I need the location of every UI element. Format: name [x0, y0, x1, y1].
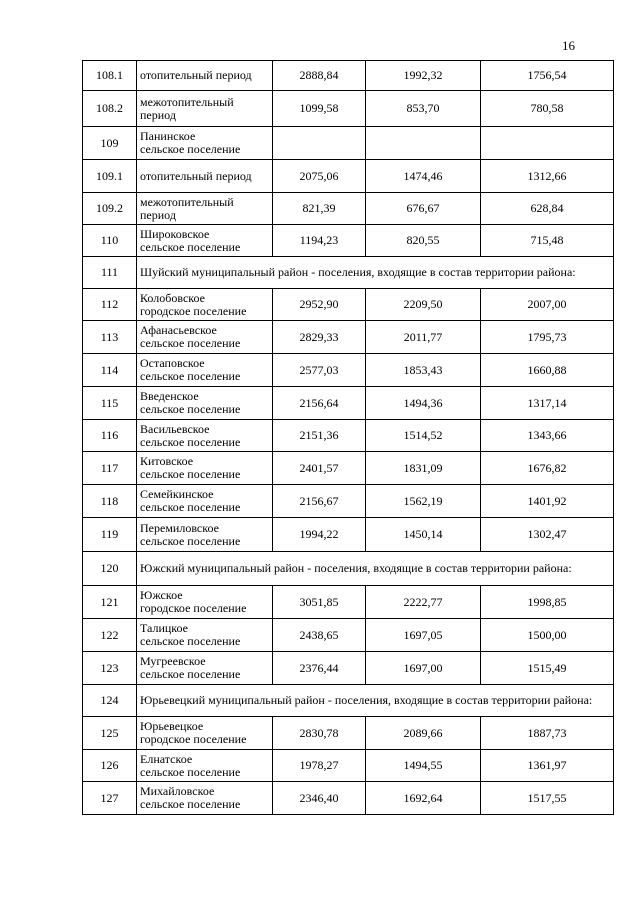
settlement-name — [137, 652, 273, 685]
district-heading: Юрьевецкий муниципальный район - поселения, входящие в состав территории района: — [137, 685, 614, 717]
settlement-name-line: Южское — [140, 588, 183, 602]
settlement-name-line: Васильевское — [140, 421, 210, 436]
value-cell-1: 2156,64 — [273, 387, 366, 420]
settlement-name — [137, 387, 273, 420]
table-row — [83, 750, 614, 782]
table-row — [83, 652, 614, 685]
value-cell-1: 2438,65 — [273, 619, 366, 652]
settlement-name-line: период — [140, 107, 176, 122]
row-number: 109.1 — [83, 160, 137, 193]
value-cell-3: 1795,73 — [481, 321, 614, 354]
value-cell-3: 1401,92 — [481, 485, 614, 518]
settlement-name-line: Мугреевское — [140, 654, 206, 668]
table-row — [83, 257, 614, 289]
table-row — [83, 685, 614, 717]
value-cell-3: 715,48 — [481, 225, 614, 257]
row-number: 125 — [83, 717, 137, 750]
row-number: 124 — [83, 685, 137, 717]
settlement-name — [137, 321, 273, 354]
row-number: 120 — [83, 552, 137, 586]
value-cell-1: 2401,57 — [273, 452, 366, 485]
row-number: 116 — [83, 420, 137, 452]
table-row — [83, 225, 614, 257]
value-cell-1: 2156,67 — [273, 485, 366, 518]
settlement-name-line: городское поселение — [140, 601, 247, 615]
settlement-name-line: сельское поселение — [140, 797, 241, 811]
value-cell-1: 2829,33 — [273, 321, 366, 354]
table-row — [83, 782, 614, 815]
value-cell-3: 1517,55 — [481, 782, 614, 815]
table-row — [83, 552, 614, 586]
value-cell-3: 2007,00 — [481, 289, 614, 321]
district-heading: Южский муниципальный район - поселения, входящие в состав территории района: — [137, 552, 614, 586]
settlement-name-line: сельское поселение — [140, 336, 241, 350]
value-cell-3: 1998,85 — [481, 586, 614, 619]
value-cell-1: 2888,84 — [273, 61, 366, 91]
row-number: 117 — [83, 452, 137, 485]
settlement-name-line: сельское поселение — [140, 500, 241, 514]
row-number: 115 — [83, 387, 137, 420]
value-cell-1: 2376,44 — [273, 652, 366, 685]
settlement-name-line: Остаповское — [140, 356, 205, 370]
value-cell-1: 1194,23 — [273, 225, 366, 257]
value-cell-2: 1494,55 — [366, 750, 481, 782]
settlement-name-line: Широковское — [140, 226, 210, 241]
settlement-name-line: сельское поселение — [140, 142, 241, 156]
table-row — [83, 485, 614, 518]
settlement-name-line: Семейкинское — [140, 487, 214, 501]
value-cell-3: 1343,66 — [481, 420, 614, 452]
row-number: 112 — [83, 289, 137, 321]
settlement-name — [137, 160, 273, 193]
table-row — [83, 193, 614, 225]
value-cell-2: 1514,52 — [366, 420, 481, 452]
value-cell-2: 2089,66 — [366, 717, 481, 750]
value-cell-1: 2075,06 — [273, 160, 366, 193]
row-number: 127 — [83, 782, 137, 815]
table-row — [83, 619, 614, 652]
table-row — [83, 61, 614, 91]
value-cell-2: 1494,36 — [366, 387, 481, 420]
settlement-name — [137, 717, 273, 750]
value-cell-1: 3051,85 — [273, 586, 366, 619]
settlement-name-line: Введенское — [140, 389, 199, 403]
row-number: 114 — [83, 354, 137, 387]
value-cell-2 — [366, 127, 481, 160]
tariff-table — [82, 60, 614, 815]
value-cell-1 — [273, 127, 366, 160]
row-number: 123 — [83, 652, 137, 685]
settlement-name-line: сельское поселение — [140, 467, 241, 481]
value-cell-3: 1887,73 — [481, 717, 614, 750]
value-cell-3: 1660,88 — [481, 354, 614, 387]
settlement-name — [137, 354, 273, 387]
row-number: 110 — [83, 225, 137, 257]
value-cell-3: 1515,49 — [481, 652, 614, 685]
row-number: 109.2 — [83, 193, 137, 225]
settlement-name-line: сельское поселение — [140, 434, 241, 449]
table-body — [83, 61, 614, 815]
settlement-name — [137, 61, 273, 91]
value-cell-3: 1756,54 — [481, 61, 614, 91]
table-row — [83, 420, 614, 452]
value-cell-1: 2952,90 — [273, 289, 366, 321]
value-cell-2: 1697,00 — [366, 652, 481, 685]
settlement-name-line: межотопительный — [140, 194, 234, 209]
value-cell-3: 1361,97 — [481, 750, 614, 782]
table-row — [83, 289, 614, 321]
page-number: 16 — [562, 38, 575, 53]
value-cell-1: 1099,58 — [273, 91, 366, 127]
value-cell-1: 2830,78 — [273, 717, 366, 750]
value-cell-1: 2151,36 — [273, 420, 366, 452]
settlement-name-line: сельское поселение — [140, 764, 241, 779]
settlement-name-line: сельское поселение — [140, 239, 241, 254]
settlement-name — [137, 782, 273, 815]
settlement-name — [137, 586, 273, 619]
settlement-name — [137, 289, 273, 321]
settlement-name-line: сельское поселение — [140, 402, 241, 416]
settlement-name-line: Панинское — [140, 129, 196, 143]
settlement-name — [137, 750, 273, 782]
row-number: 111 — [83, 257, 137, 289]
settlement-name — [137, 193, 273, 225]
value-cell-3 — [481, 127, 614, 160]
settlement-name — [137, 485, 273, 518]
value-cell-2: 1562,19 — [366, 485, 481, 518]
row-number: 108.1 — [83, 61, 137, 91]
table-row — [83, 452, 614, 485]
settlement-name-line: отопительный период — [140, 168, 252, 183]
settlement-name — [137, 420, 273, 452]
table-row — [83, 387, 614, 420]
settlement-name-line: сельское поселение — [140, 369, 241, 383]
value-cell-3: 1676,82 — [481, 452, 614, 485]
settlement-name — [137, 91, 273, 127]
row-number: 122 — [83, 619, 137, 652]
row-number: 109 — [83, 127, 137, 160]
value-cell-1: 2346,40 — [273, 782, 366, 815]
value-cell-1: 1994,22 — [273, 518, 366, 552]
settlement-name-line: Елнатское — [140, 751, 193, 766]
settlement-name-line: Михайловское — [140, 784, 215, 798]
table-row — [83, 586, 614, 619]
settlement-name-line: межотопительный — [140, 94, 234, 109]
settlement-name — [137, 225, 273, 257]
value-cell-2: 676,67 — [366, 193, 481, 225]
value-cell-2: 820,55 — [366, 225, 481, 257]
value-cell-2: 2209,50 — [366, 289, 481, 321]
row-number: 108.2 — [83, 91, 137, 127]
table-row — [83, 354, 614, 387]
row-number: 119 — [83, 518, 137, 552]
value-cell-2: 1692,64 — [366, 782, 481, 815]
value-cell-2: 1831,09 — [366, 452, 481, 485]
settlement-name-line: Юрьевецкое — [140, 719, 204, 733]
settlement-name — [137, 619, 273, 652]
value-cell-3: 1302,47 — [481, 518, 614, 552]
settlement-name — [137, 452, 273, 485]
settlement-name — [137, 127, 273, 160]
settlement-name-line: Колобовское — [140, 290, 205, 305]
row-number: 118 — [83, 485, 137, 518]
table-row — [83, 518, 614, 552]
row-number: 121 — [83, 586, 137, 619]
value-cell-2: 1450,14 — [366, 518, 481, 552]
settlement-name-line: городское поселение — [140, 303, 247, 318]
settlement-name-line: Китовское — [140, 454, 194, 468]
value-cell-1: 2577,03 — [273, 354, 366, 387]
table-row — [83, 127, 614, 160]
settlement-name-line: городское поселение — [140, 732, 247, 746]
settlement-name-line: Афанасьевское — [140, 323, 217, 337]
value-cell-1: 1978,27 — [273, 750, 366, 782]
district-heading: Шуйский муниципальный район - поселения, входящие в состав территории района: — [137, 257, 614, 289]
row-number: 113 — [83, 321, 137, 354]
settlement-name-line: период — [140, 207, 176, 222]
table-row — [83, 321, 614, 354]
settlement-name-line: Перемиловское — [140, 520, 219, 535]
value-cell-1: 821,39 — [273, 193, 366, 225]
table-row — [83, 91, 614, 127]
settlement-name-line: отопительный период — [140, 68, 252, 82]
value-cell-2: 2011,77 — [366, 321, 481, 354]
value-cell-2: 1697,05 — [366, 619, 481, 652]
row-number: 126 — [83, 750, 137, 782]
value-cell-2: 1853,43 — [366, 354, 481, 387]
value-cell-2: 2222,77 — [366, 586, 481, 619]
settlement-name-line: Талицкое — [140, 621, 188, 635]
value-cell-3: 780,58 — [481, 91, 614, 127]
table-row — [83, 717, 614, 750]
settlement-name — [137, 518, 273, 552]
settlement-name-line: сельское поселение — [140, 533, 241, 548]
value-cell-2: 1474,46 — [366, 160, 481, 193]
settlement-name-line: сельское поселение — [140, 667, 241, 681]
value-cell-3: 1312,66 — [481, 160, 614, 193]
value-cell-2: 853,70 — [366, 91, 481, 127]
value-cell-3: 1317,14 — [481, 387, 614, 420]
value-cell-3: 628,84 — [481, 193, 614, 225]
value-cell-3: 1500,00 — [481, 619, 614, 652]
table-row — [83, 160, 614, 193]
settlement-name-line: сельское поселение — [140, 634, 241, 648]
value-cell-2: 1992,32 — [366, 61, 481, 91]
